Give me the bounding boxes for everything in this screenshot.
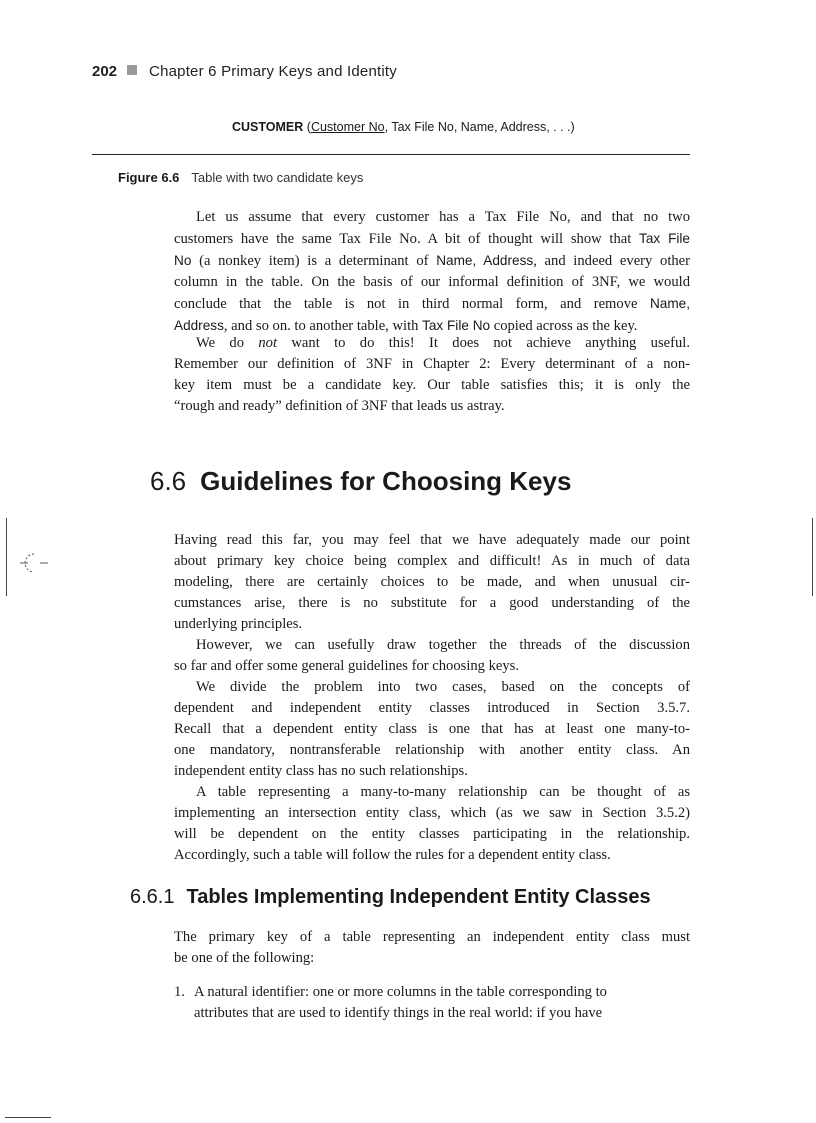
paragraph-7 <box>174 927 690 969</box>
paragraph-2 <box>174 333 690 417</box>
text-line: one mandatory, nontransferable relationship with another entity class. An <box>174 742 690 758</box>
crop-mark-bottom <box>5 1117 51 1118</box>
text-line: attributes that are used to identify things in the real world: if you have <box>194 1005 603 1021</box>
text-line: Having read this far, you may feel that we have adequately made our point <box>174 532 690 548</box>
paragraph-1 <box>174 207 690 337</box>
section-heading <box>150 466 571 497</box>
text-line: “rough and ready” definition of 3NF that leads us astray. <box>174 398 505 414</box>
table-name: CUSTOMER <box>232 120 304 134</box>
figure-rule <box>92 154 690 155</box>
page-number: 202 <box>92 63 118 80</box>
text-line: modeling, there are certainly choices to be made, and when unusual cir- <box>174 574 690 590</box>
column-name: Tax File <box>639 231 690 246</box>
text-line: The primary key of a table representing an independent entity class must <box>174 929 690 945</box>
figure-label: Figure 6.6 <box>118 170 180 185</box>
text-line: will be dependent on the entity classes participating in the relationship. <box>174 826 690 842</box>
text-line: underlying principles. <box>174 616 303 632</box>
text-line: Accordingly, such a table will follow the rules for a dependent entity class. <box>174 847 611 863</box>
list-item-body <box>194 982 690 1024</box>
text-line: cumstances arise, there is no substitute for a good understanding of the <box>174 595 690 611</box>
text-line: Recall that a dependent entity class is one that has at least one many-to- <box>174 721 690 737</box>
text-line <box>174 250 690 272</box>
text-span: , and so on. to another table, with <box>223 318 423 334</box>
figure-open-paren: ( <box>303 120 311 134</box>
text-span: (a nonkey item) is a determinant of <box>191 253 437 269</box>
paragraph-4 <box>174 635 690 677</box>
text-line: We divide the problem into two cases, based on the concepts of <box>196 679 690 695</box>
column-name: No <box>174 253 192 268</box>
header-square-icon <box>127 65 137 75</box>
chapter-title: Chapter 6 Primary Keys and Identity <box>149 63 397 80</box>
text-span: want to do this! It does not achieve anything useful. <box>277 335 690 351</box>
column-name: Address <box>174 318 224 333</box>
crop-mark-right <box>812 518 813 596</box>
paragraph-6 <box>174 782 690 866</box>
registration-mark-icon <box>18 548 54 578</box>
text-span: We do <box>196 335 259 351</box>
running-header <box>92 63 397 85</box>
text-span: copied across as the key. <box>490 318 638 334</box>
text-line: Remember our definition of 3NF in Chapter 2: Every determinant of a non- <box>174 356 690 372</box>
text-span: , and indeed every other <box>533 253 691 269</box>
section-title: Guidelines for Choosing Keys <box>200 466 572 496</box>
column-name: Name, <box>649 296 690 311</box>
subsection-title: Tables Implementing Independent Entity Classes <box>186 886 651 908</box>
primary-key-column: Customer No <box>310 120 385 134</box>
text-line <box>174 228 690 250</box>
text-line: Let us assume that every customer has a Tax File No, and that no two <box>196 209 690 225</box>
text-line: However, we can usefully draw together the threads of the discussion <box>196 637 690 653</box>
text-line: key item must be a candidate key. Our table satisfies this; it is only the <box>174 377 690 393</box>
text-line <box>174 333 690 354</box>
text-line: dependent and independent entity classes introduced in Section 3.5.7. <box>174 700 690 716</box>
paragraph-3 <box>174 530 690 635</box>
figure-caption <box>118 170 363 185</box>
text-span: conclude that the table is not in third normal form, and remove <box>174 296 650 312</box>
text-span: customers have the same Tax File No. A bit of thought will show that <box>174 231 640 247</box>
text-line: so far and offer some general guidelines for choosing keys. <box>174 658 520 674</box>
crop-mark-left <box>6 518 7 596</box>
emphasis: not <box>258 335 278 351</box>
text-line: be one of the following: <box>174 950 315 966</box>
figure-table-definition <box>232 120 575 134</box>
list-number: 1. <box>174 984 185 1000</box>
section-number: 6.6 <box>150 466 187 496</box>
text-line: A table representing a many-to-many relationship can be thought of as <box>196 784 690 800</box>
text-line: implementing an intersection entity class, which (as we saw in Section 3.5.2) <box>174 805 690 821</box>
figure-caption-text: Table with two candidate keys <box>191 170 364 185</box>
text-line: column in the table. On the basis of our informal definition of 3NF, we would <box>174 274 690 290</box>
subsection-number: 6.6.1 <box>130 886 175 908</box>
list-item <box>174 982 690 1024</box>
column-name: Tax File No <box>422 318 491 333</box>
column-name: Name, Address <box>436 253 534 268</box>
other-columns: , Tax File No, Name, Address, . . .) <box>384 120 575 134</box>
paragraph-5 <box>174 677 690 782</box>
text-line: about primary key choice being complex and difficult! As in much of data <box>174 553 690 569</box>
text-line <box>174 293 690 315</box>
text-line: independent entity class has no such relationships. <box>174 763 468 779</box>
text-line: A natural identifier: one or more columns in the table corresponding to <box>194 984 607 1000</box>
subsection-heading <box>130 884 651 909</box>
